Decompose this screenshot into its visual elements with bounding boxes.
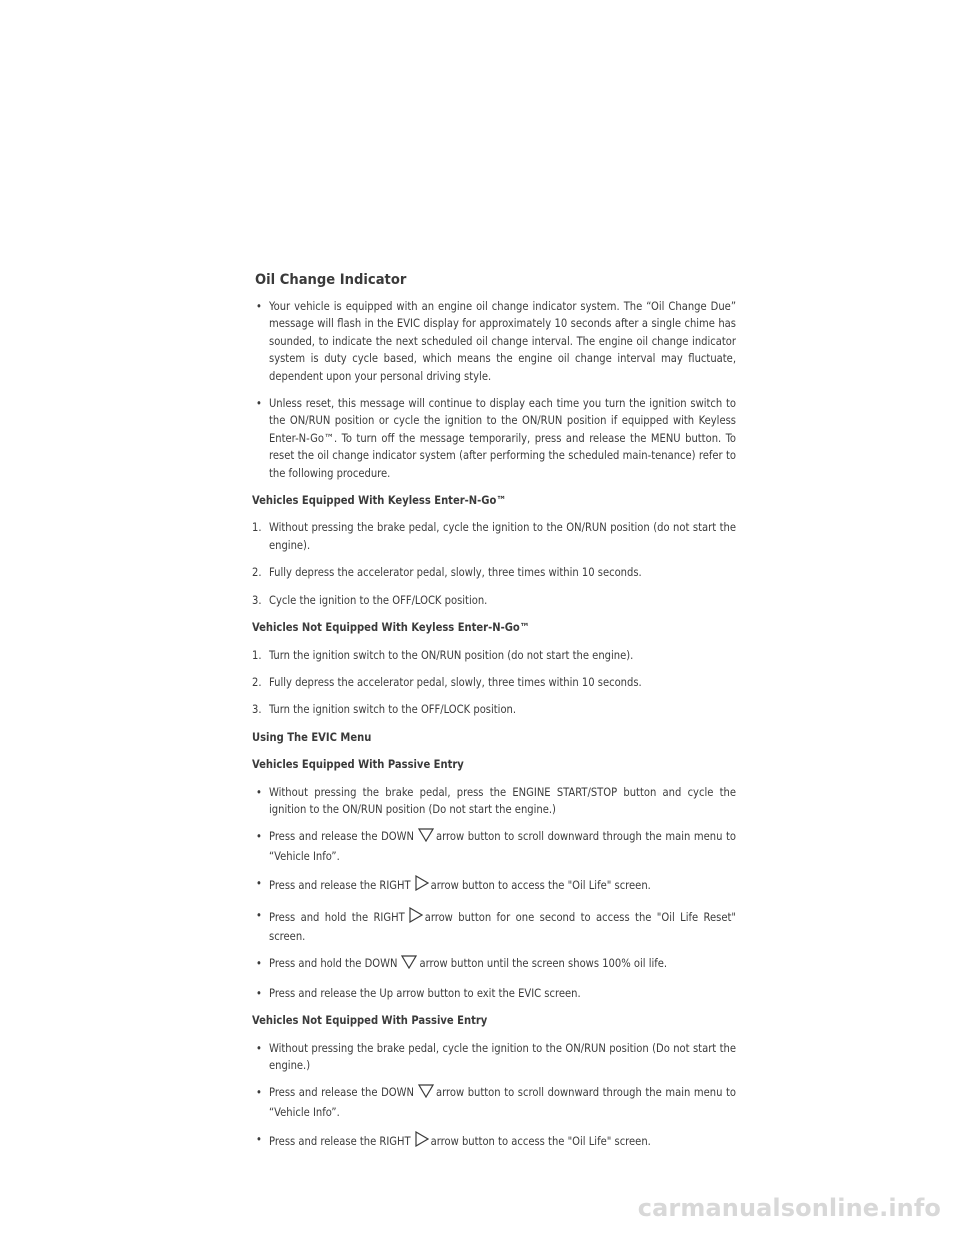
no-passive-item-3: • Press and release the RIGHT arrow button to access the "Oil Life" screen. xyxy=(252,1131,736,1152)
no-keyless-step-3: 3. Turn the ignition switch to the OFF/LOCK position. xyxy=(252,703,517,717)
right-arrow-icon xyxy=(409,907,423,928)
keyless-step-2: 2. Fully depress the accelerator pedal, slowly, three times within 10 seconds. xyxy=(252,566,642,580)
bullet-marker: • xyxy=(256,397,262,411)
down-arrow-icon xyxy=(418,1084,434,1103)
passive-item-6: • Press and release the Up arrow button to exit the EVIC screen. xyxy=(256,986,581,1000)
keyless-step-1: 1. Without pressing the brake pedal, cycle the ignition to the ON/RUN position (do not start the engine). xyxy=(252,521,736,552)
right-arrow-icon xyxy=(415,875,429,896)
no-keyless-heading: Vehicles Not Equipped With Keyless Enter-N-Go™ xyxy=(252,621,530,635)
right-arrow-icon xyxy=(415,1131,429,1152)
passive-item-2: • Press and release the DOWN arrow button to scroll downward through the main menu to “Vehicle Info”. xyxy=(256,830,736,863)
bullet-marker: • xyxy=(256,300,262,313)
no-keyless-step-1: 1. Turn the ignition switch to the ON/RUN position (do not start the engine). xyxy=(252,648,634,662)
keyless-heading: Vehicles Equipped With Keyless Enter-N-Go™ xyxy=(252,494,507,508)
passive-item-1: • Without pressing the brake pedal, press the ENGINE START/STOP button and cycle the ignition to the ON/RUN position (Do not start the engine.) xyxy=(256,785,736,816)
keyless-step-3: 3. Cycle the ignition to the OFF/LOCK position. xyxy=(252,593,488,607)
down-arrow-icon xyxy=(418,828,434,847)
no-passive-item-1: • Without pressing the brake pedal, cycle the ignition to the ON/RUN position (Do not start the engine.) xyxy=(256,1041,736,1072)
no-keyless-step-2: 2. Fully depress the accelerator pedal, slowly, three times within 10 seconds. xyxy=(252,675,642,689)
passive-entry-heading: Vehicles Equipped With Passive Entry xyxy=(252,758,464,772)
no-passive-entry-heading: Vehicles Not Equipped With Passive Entry xyxy=(252,1014,488,1028)
intro-paragraph-2: • Unless reset, this message will continue to display each time you turn the ignition switch to the ON/RUN position or cycle the ignition to the ON/RUN position if equipped with Keyless Enter-N-Go™. To turn off the message temporarily, press and release the MENU button. To reset the oil change indicator system (after performing the scheduled main-tenance) refer to the following procedure. xyxy=(256,397,736,480)
no-passive-item-2: • Press and release the DOWN arrow button to scroll downward through the main menu to “Vehicle Info”. xyxy=(256,1086,736,1119)
watermark-text: carmanualsonline.info xyxy=(637,1194,941,1222)
evic-menu-heading: Using The EVIC Menu xyxy=(252,730,372,744)
passive-item-4: • Press and hold the RIGHT arrow button for one second to access the "Oil Life Reset" screen. xyxy=(256,908,736,943)
intro-paragraph-1: • Your vehicle is equipped with an engine oil change indicator system. The “Oil Change Due” message will flash in the EVIC display for approximately 10 seconds after a single chime has sounded, to indicate the next scheduled oil change interval. The engine oil change indicator system is duty cycle based, which means the engine oil change interval may fluctuate, dependent upon your personal driving style. xyxy=(256,300,736,383)
down-arrow-icon xyxy=(401,955,417,974)
section-title: Oil Change Indicator xyxy=(255,271,407,288)
passive-item-3: • Press and release the RIGHT arrow button to access the "Oil Life" screen. xyxy=(252,875,736,896)
passive-item-5: • Press and hold the DOWN arrow button until the screen shows 100% oil life. xyxy=(252,955,736,974)
manual-page-content xyxy=(252,270,736,1163)
